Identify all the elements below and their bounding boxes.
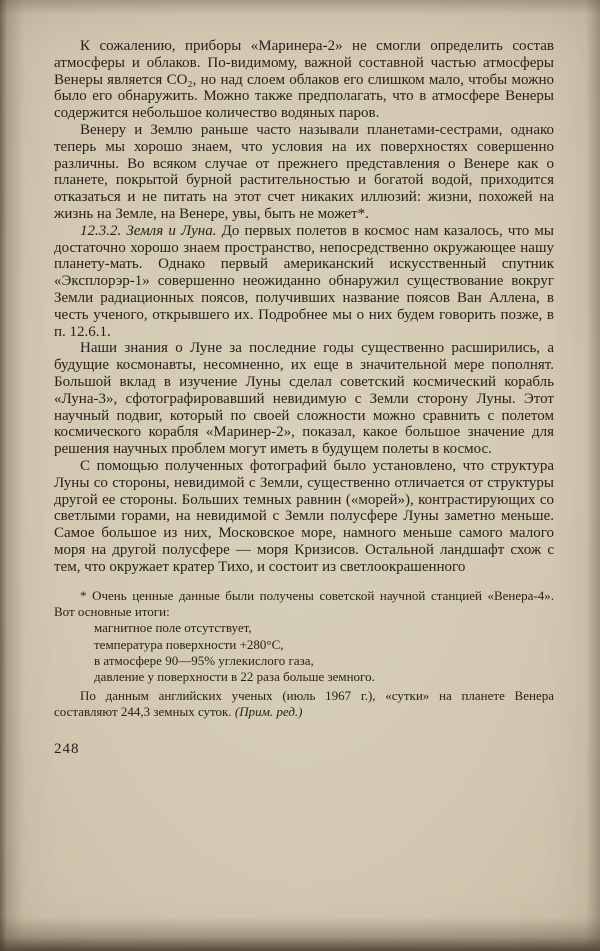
footnote-item-pressure: давление у поверхности в 22 раза больше земного. (94, 669, 375, 685)
footnote-intro: * Очень ценные данные были получены советской научной станцией «Венера-4». Вот основные итоги: (54, 587, 554, 619)
footnote-item-temperature: температура поверхности +280°С, (94, 636, 284, 652)
footnote-block (54, 588, 554, 721)
page-content (54, 38, 554, 758)
paragraph-moon-farside: С помощью полученных фотографий было установлено, что структура Луны со стороны, невидимой с Земли, существенно отличается от структуры другой ее стороны. Больших темных равнин («морей»), контрастирующих со светлыми горами, на невидимой с Земли полусфере Луны заметно меньше. Самое большое из них, Московское море, намного меньше самого малого моря на другой полусфере — моря Кризисов. Остальной ландшафт схож с тем, что окружает кратер Тихо, и состоит из светлоокрашенного (54, 457, 554, 575)
footnote-closing (54, 688, 554, 721)
page-number: 248 (54, 740, 80, 757)
section-heading: 12.3.2. Земля и Луна. (80, 222, 217, 239)
footnote-closing-text: По данным английских ученых (июль 1967 г.), «сутки» на планете Венера составляют 244,3 земных суток. (54, 687, 554, 720)
editor-note: (Прим. ред.) (234, 704, 303, 720)
paragraph-earth-moon-section (54, 223, 554, 341)
paragraph-luna3-knowledge: Наши знания о Луне за последние годы существенно расширились, а будущие космонавты, несомненно, их еще в значительной мере пополнят. Большой вклад в изучение Луны сделал советский космический корабль «Луна-3», сфотографировавший невидимую с Земли сторону Луны. Этот научный подвиг, который по своей сложности можно сравнить с полетом космического корабля «Маринер-2», показал, какое большое значение для решения научных проблем могут иметь в будущем полеты в космос. (54, 340, 554, 458)
footnote-item-magnetic-field: магнитное поле отсутствует, (94, 620, 252, 636)
section-lead-text: До первых полетов в космос нам казалось, что мы достаточно хорошо знаем пространство, непосредственно окружающее нашу планету-мать. Однако первый американский искусственный спутник «Эксплорэр-1» совершенно неожиданно обнаружил существование вокруг Земли радиационных поясов, получивших название поясов Ван Аллена, в честь ученого, открывшего их. Подробнее мы о них будем говорить позже, в п. 12.6.1. (54, 222, 554, 340)
footnote-item-co2: в атмосфере 90—95% углекислого газа, (94, 653, 314, 668)
paragraph-venus-earth-sisters: Венеру и Землю раньше часто называли планетами-сестрами, однако теперь мы хорошо знаем, что условия на их поверхностях совершенно различны. Во всяком случае от прежнего представления о Венере как о планете, покрытой бурной растительностью и богатой водой, приходится отказаться и не питать на этот счет никаких иллюзий: жизни, похожей на жизнь на Земле, на Венере, увы, быть не может*. (54, 121, 554, 222)
main-text-block (54, 38, 554, 576)
paragraph-mariner-atmosphere: К сожалению, приборы «Маринера-2» не смогли определить состав атмосферы и облаков. По-видимому, важной составной частью атмосферы Венеры является CO₂, но над слоем облаков его слишком мало, чтобы можно было его обнаружить. Можно также предполагать, что в атмосфере Венеры содержится небольшое количество водяных паров. (54, 38, 554, 122)
